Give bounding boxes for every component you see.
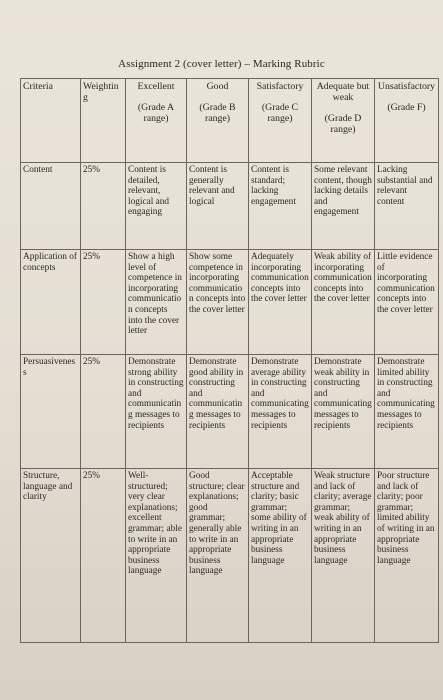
level-range: (Grade C range) [261,102,299,124]
criterion-label: Content [21,163,81,250]
rubric-cell: Demonstrate weak ability in constructing and communicating messages to recipients [312,355,375,469]
weight-value: 25% [81,250,126,355]
level-name: Adequate but weak [316,81,370,103]
criterion-label: Application of concepts [21,250,81,355]
rubric-cell: Lacking substantial and relevant content [375,163,439,250]
rubric-cell: Content is standard; lacking engagement [249,163,312,250]
header-unsatisfactory [375,79,439,163]
rubric-cell: Some relevant content, though lacking details and engagement [312,163,375,250]
rubric-cell: Weak ability of incorporating communication concepts into the cover letter [312,250,375,355]
criterion-label: Persuasiveness [21,355,81,469]
rubric-cell: Content is detailed, relevant, logical and engaging [126,163,187,250]
rubric-cell: Content is generally relevant and logical [187,163,249,250]
rubric-cell: Well-structured; very clear explanations; excellent grammar; able to write in an appropriate business language [126,469,187,643]
header-good [187,79,249,163]
level-range: (Grade B range) [199,102,236,124]
weight-value: 25% [81,355,126,469]
level-range: (Grade D range) [324,113,362,135]
rubric-cell: Good structure; clear explanations; good grammar; generally able to write in an appropriate business language [187,469,249,643]
level-name: Good [206,81,229,92]
rubric-cell: Adequately incorporating communication concepts into the cover letter [249,250,312,355]
level-name: Unsatisfactory [377,81,436,92]
rubric-cell: Poor structure and lack of clarity; poor grammar; limited ability of writing in an appropriate business language [375,469,439,643]
marking-rubric-table [20,78,439,643]
header-satisfactory [249,79,312,163]
rubric-cell: Demonstrate average ability in constructing and communicating messages to recipients [249,355,312,469]
rubric-cell: Acceptable structure and clarity; basic grammar; some ability of writing in an appropriate business language [249,469,312,643]
rubric-cell: Weak structure and lack of clarity; average grammar; weak ability of writing in an appropriate business language [312,469,375,643]
header-adequate [312,79,375,163]
table-row [21,355,439,469]
rubric-cell: Show some competence in incorporating communication concepts into the cover letter [187,250,249,355]
table-row [21,469,439,643]
table-row [21,250,439,355]
weight-value: 25% [81,469,126,643]
header-row [21,79,439,163]
criterion-label: Structure, language and clarity [21,469,81,643]
level-range: (Grade A range) [137,102,175,124]
weight-value: 25% [81,163,126,250]
level-name: Excellent [137,81,175,92]
level-range: (Grade F) [387,102,426,113]
header-criteria: Criteria [21,79,81,163]
rubric-cell: Little evidence of incorporating communication concepts into the cover letter [375,250,439,355]
page-title: Assignment 2 (cover letter) – Marking Rubric [118,58,325,70]
rubric-cell: Demonstrate good ability in constructing and communicating messages to recipients [187,355,249,469]
rubric-cell: Demonstrate limited ability in constructing and communicating messages to recipients [375,355,439,469]
rubric-cell: Demonstrate strong ability in constructing and communicating messages to recipients [126,355,187,469]
table-row [21,163,439,250]
header-weighting: Weighting [81,79,126,163]
rubric-cell: Show a high level of competence in incorporating communication concepts into the cover letter [126,250,187,355]
level-name: Satisfactory [256,81,304,92]
header-excellent [126,79,187,163]
